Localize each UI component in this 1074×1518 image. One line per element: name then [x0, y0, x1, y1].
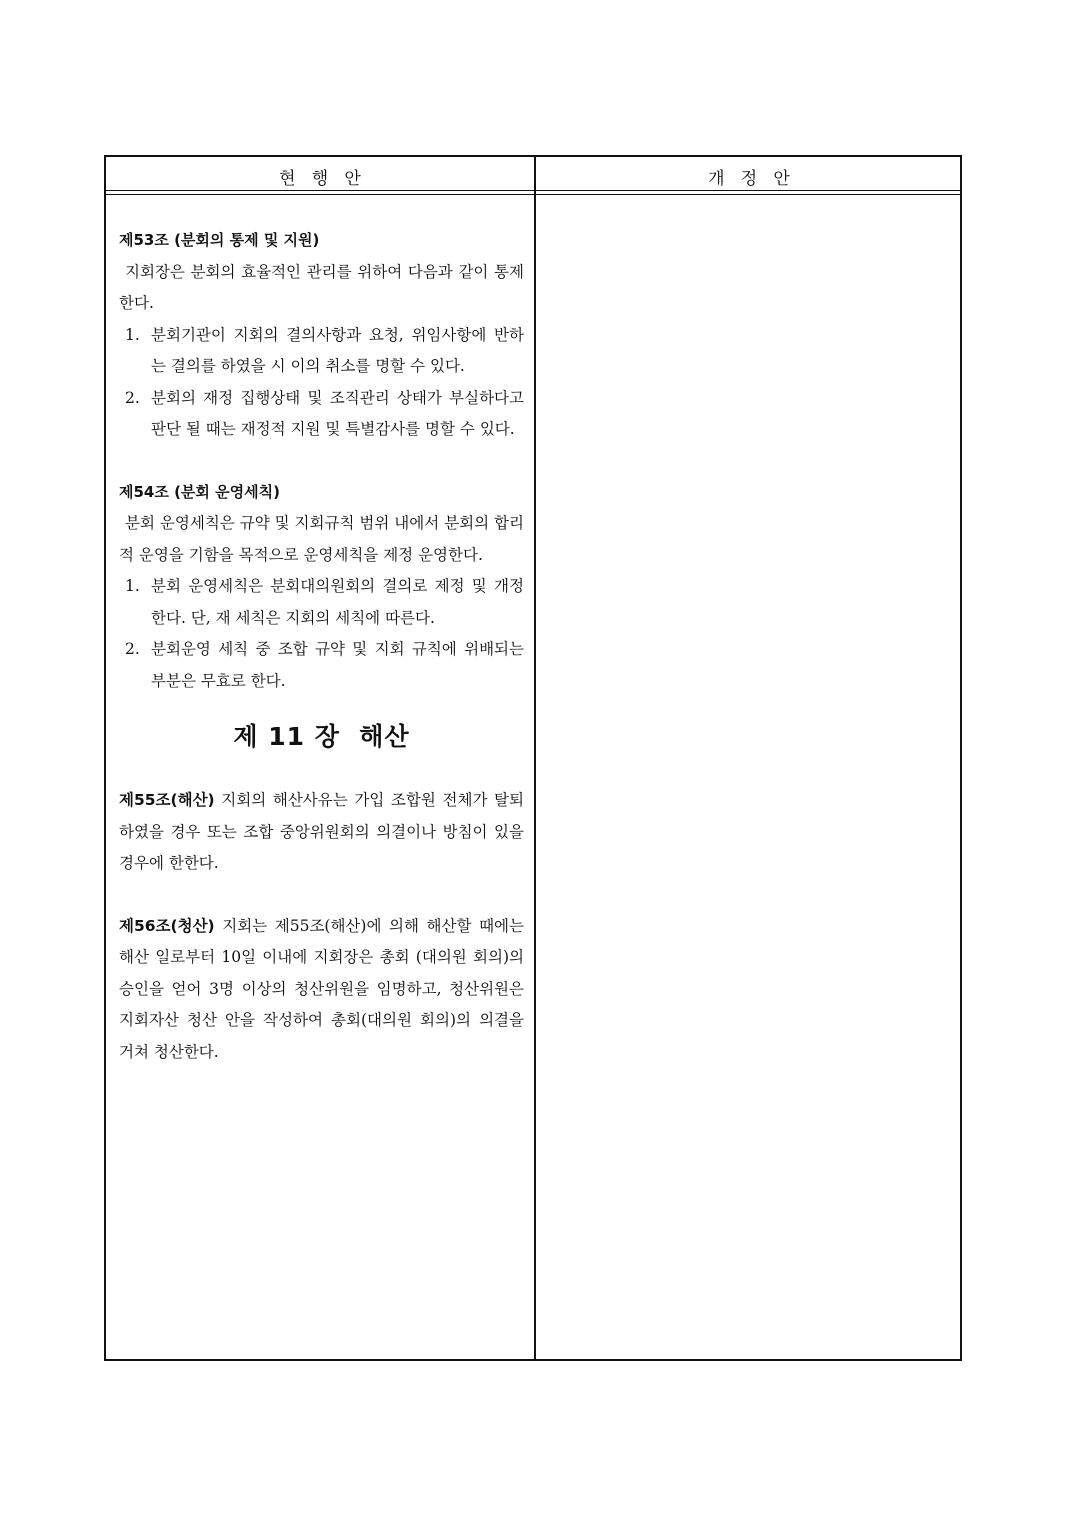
header-current: 현 행 안 [279, 169, 361, 189]
chapter-heading: 제 11 장 해산 [233, 722, 410, 751]
item-text: 분회기관이 지회의 결의사항과 요청, 위임사항에 반하는 결의를 하였을 시 이의 취소를 명할 수 있다. [151, 325, 524, 375]
article-54-item-2 [119, 634, 524, 697]
header-divider-top [106, 190, 960, 191]
item-number: 1. [125, 325, 140, 344]
revised-column [536, 195, 962, 1361]
current-column [119, 225, 524, 1068]
article-53-item-2 [119, 383, 524, 446]
item-text: 분회의 재정 집행상태 및 조직관리 상태가 부실하다고 판단 될 때는 재정적 지원 및 특별감사를 명할 수 있다. [151, 388, 524, 438]
article-53-title: 제53조 (분회의 통제 및 지원) [119, 231, 320, 249]
article-54-title: 제54조 (분회 운영세칙) [119, 482, 280, 501]
item-number: 2. [125, 388, 140, 407]
comparison-table [104, 155, 962, 1361]
article-54-item-1 [119, 571, 524, 634]
article-56-body: 지회는 제55조(해산)에 의해 해산할 때에는 해산 일로부터 10일 이내에 지회장은 총회 (대의원 회의)의 승인을 얻어 3명 이상의 청산위원을 임명하고, 청산위원은 지회자산 청산 안을 작성하여 총회(대의원 회의)의 의결을 거쳐 청산한다. [119, 916, 524, 1061]
article-53-body: 지회장은 분회의 효율적인 관리를 위하여 다음과 같이 통제한다. [119, 262, 524, 312]
item-number: 1. [125, 577, 140, 595]
item-number: 2. [125, 640, 140, 658]
article-56 [119, 911, 524, 1069]
item-text: 분회운영 세칙 중 조합 규약 및 지회 규칙에 위배되는 부분은 무효로 한다. [151, 640, 524, 690]
article-55 [119, 785, 524, 880]
article-54-body: 분회 운영세칙은 규약 및 지회규칙 범위 내에서 분회의 합리적 운영을 기함을 목적으로 운영세칙을 제정 운영한다. [119, 514, 524, 564]
article-53-item-1 [119, 320, 524, 383]
header-revised: 개 정 안 [708, 169, 790, 189]
item-text: 분회 운영세칙은 분회대의원회의 결의로 제정 및 개정한다. 단, 재 세칙은 지회의 세칙에 따른다. [151, 577, 524, 627]
table-header [106, 157, 960, 193]
article-55-body: 지회의 해산사유는 가입 조합원 전체가 탈퇴하였을 경우 또는 조합 중앙위원회의 의결이나 방침이 있을 경우에 한한다. [119, 791, 524, 872]
article-55-title: 제55조(해산) [119, 791, 215, 809]
article-56-title: 제56조(청산) [119, 916, 215, 935]
